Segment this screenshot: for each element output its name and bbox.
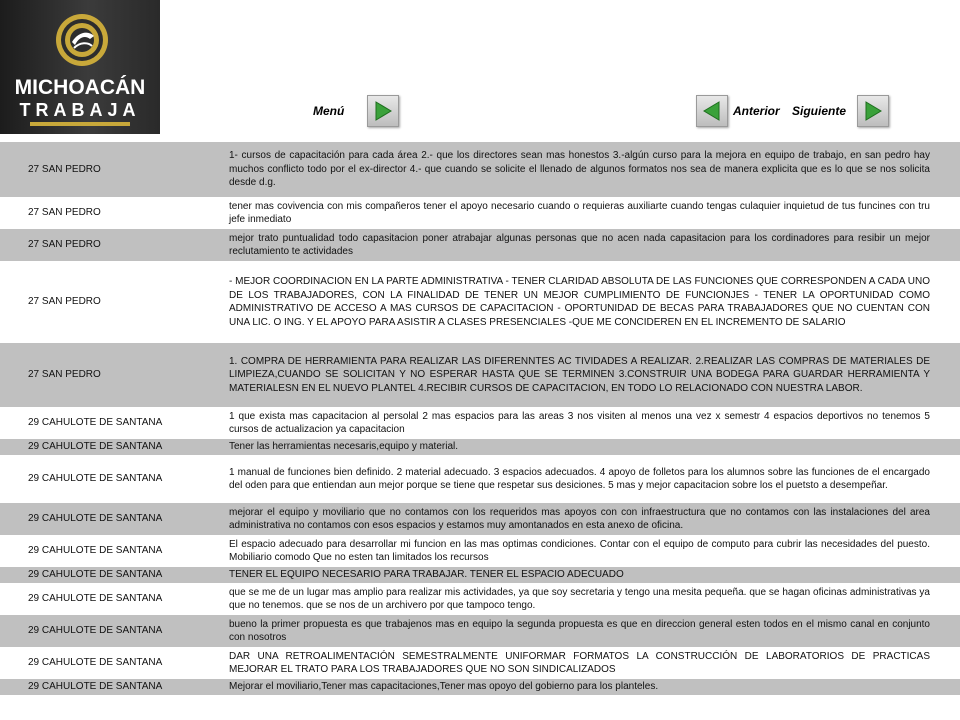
logo-panel xyxy=(0,0,160,134)
previous-button[interactable] xyxy=(696,95,728,127)
location-cell: 29 CAHULOTE DE SANTANA xyxy=(0,535,226,567)
proposal-cell: Mejorar el moviliario,Tener mas capacitaciones,Tener mas opoyo del gobierno para los planteles. xyxy=(226,679,960,695)
arrow-right-icon xyxy=(372,100,394,122)
table-row xyxy=(0,142,960,197)
table-row xyxy=(0,583,960,615)
location-cell: 29 CAHULOTE DE SANTANA xyxy=(0,583,226,615)
table-row xyxy=(0,567,960,583)
location-cell: 29 CAHULOTE DE SANTANA xyxy=(0,503,226,535)
proposal-cell: - MEJOR COORDINACION EN LA PARTE ADMINISTRATIVA - TENER CLARIDAD ABSOLUTA DE LAS FUNCIONES QUE CORRESPONDEN A CADA UNO DE LOS TRABAJADORES, CON LA FINALIDAD DE TENER UN MEJOR CUMPLIMIENTO DE FUNCIONJES - TENER LA OPORTUNIDAD COMO ADMINISTRATIVO DE ACCESO A MAS CURSOS DE CAPACITACION - OPORTUNIDAD DE BECAS PARA TRABAJADORES QUE NO CUENTAN CON UNA LIC. O ING. Y EL APOYO PARA ASISTIR A CLASES PRESENCIALES -QUE ME CONCIDEREN EN EL INCREMENTO DE SALARIO xyxy=(226,261,960,343)
table-row xyxy=(0,615,960,647)
proposal-cell: mejorar el equipo y moviliario que no contamos con los requeridos mas apoyos con con infraestructura que no contamos con las instalaciones del area administrativa no contamos con esos espacios y estamos muy amontanados en esta anexo de oficina. xyxy=(226,503,960,535)
table-row xyxy=(0,455,960,503)
proposal-cell: DAR UNA RETROALIMENTACIÓN SEMESTRALMENTE UNIFORMAR FORMATOS LA CONSTRUCCIÓN DE LABORATORIOS DE PRACTICAS MEJORAR EL TRATO PARA LOS TRABAJADORES QUE NO SON SINDICALIZADOS xyxy=(226,647,960,679)
proposal-cell: El espacio adecuado para desarrollar mi funcion en las mas optimas condiciones. Contar con el equipo de computo para cubrir las necesidades del puesto. Mobiliario comodo Que no esten tan limitados los recursos xyxy=(226,535,960,567)
next-button[interactable] xyxy=(857,95,889,127)
proposal-cell: 1. COMPRA DE HERRAMIENTA PARA REALIZAR LAS DIFERENNTES AC TIVIDADES A REALIZAR. 2.REALIZAR LAS COMPRAS DE MATERIALES DE LIMPIEZA,CUANDO SE SOLICITAN Y NO ESPERAR HASTA QUE SE TERMINEN 3.CONSTRUIR UNA BODEGA PARA GUARDAR HERRAMIENTA Y MATERIALESN EN EL NUEVO PLANTEL 4.RECIBIR CURSOS DE CAPACITACION, EN TODO LO RELACIONADO CON NUESTRA LABOR. xyxy=(226,343,960,407)
logo-line-2: TRABAJA xyxy=(19,100,141,120)
location-cell: 29 CAHULOTE DE SANTANA xyxy=(0,455,226,503)
location-cell: 27 SAN PEDRO xyxy=(0,343,226,407)
table-row xyxy=(0,261,960,343)
location-cell: 29 CAHULOTE DE SANTANA xyxy=(0,615,226,647)
proposals-table xyxy=(0,142,960,695)
emblem-icon xyxy=(54,12,110,68)
proposal-cell: 1- cursos de capacitación para cada área 2.- que los directores sean mas honestos 3.-algún curso para la mejora en equipo de trabajo, en san pedro hay muchos conflicto todo por el ex-director 4.- que cuando se solicite el llenado de algunos formatos nos sea de manera explicita que es lo que se nos solicita desde d.g. xyxy=(226,142,960,197)
table-row xyxy=(0,407,960,439)
logo-divider xyxy=(30,122,130,126)
proposal-cell: TENER EL EQUIPO NECESARIO PARA TRABAJAR. TENER EL ESPACIO ADECUADO xyxy=(226,567,960,583)
table-row xyxy=(0,647,960,679)
arrow-left-icon xyxy=(701,100,723,122)
location-cell: 29 CAHULOTE DE SANTANA xyxy=(0,647,226,679)
proposal-cell: que se me de un lugar mas amplio para realizar mis actividades, ya que soy secretaria y tengo una mesita pequeña. que se hagan oficinas administrativas ya que no tenemos. que se nos de un archivero por que tampoco tengo. xyxy=(226,583,960,615)
proposal-cell: Tener las herramientas necesaris,equipo y material. xyxy=(226,439,960,455)
arrow-right-icon xyxy=(862,100,884,122)
menu-button[interactable] xyxy=(367,95,399,127)
logo-line-1: MICHOACÁN xyxy=(14,76,146,99)
table-row xyxy=(0,679,960,695)
location-cell: 27 SAN PEDRO xyxy=(0,229,226,261)
location-cell: 29 CAHULOTE DE SANTANA xyxy=(0,567,226,583)
location-cell: 29 CAHULOTE DE SANTANA xyxy=(0,439,226,455)
table-row xyxy=(0,439,960,455)
table-row xyxy=(0,343,960,407)
table-row xyxy=(0,197,960,229)
proposal-cell: mejor trato puntualidad todo capasitacion poner atrabajar algunas personas que no acen nada capasitacion para los cordinadores para resibir un mejor reclutamiento te actividades xyxy=(226,229,960,261)
proposal-cell: tener mas covivencia con mis compañeros tener el apoyo necesario cuando o requieras auxiliarte cuando tengas culaquier inquietud de tus funcines con tru jefe inmediato xyxy=(226,197,960,229)
proposal-cell: bueno la primer propuesta es que trabajenos mas en equipo la segunda propuesta es que en direccion general esten todos en el mismo canal en conjunto con nosotros xyxy=(226,615,960,647)
location-cell: 29 CAHULOTE DE SANTANA xyxy=(0,679,226,695)
location-cell: 29 CAHULOTE DE SANTANA xyxy=(0,407,226,439)
table-row xyxy=(0,229,960,261)
location-cell: 27 SAN PEDRO xyxy=(0,197,226,229)
proposal-cell: 1 manual de funciones bien definido. 2 material adecuado. 3 espacios adecuados. 4 apoyo de folletos para los alumnos sobre las funciones de el encargado del oden para que entiendan aun mejor porque se tiene que respetar sus desiciones. 5 mas y mejor capacitacion sobre los el puetsto a desempeñar. xyxy=(226,455,960,503)
previous-label: Anterior xyxy=(733,104,780,118)
next-label: Siguiente xyxy=(792,104,847,118)
location-cell: 27 SAN PEDRO xyxy=(0,261,226,343)
table-row xyxy=(0,535,960,567)
menu-label: Menú xyxy=(313,104,345,118)
proposal-cell: 1 que exista mas capacitacion al persolal 2 mas espacios para las areas 3 nos visiten al menos una vez x semestr 4 espacios deportivos no tenemos 5 cursos de actualizacion ya capacitacion xyxy=(226,407,960,439)
table-row xyxy=(0,503,960,535)
location-cell: 27 SAN PEDRO xyxy=(0,142,226,197)
